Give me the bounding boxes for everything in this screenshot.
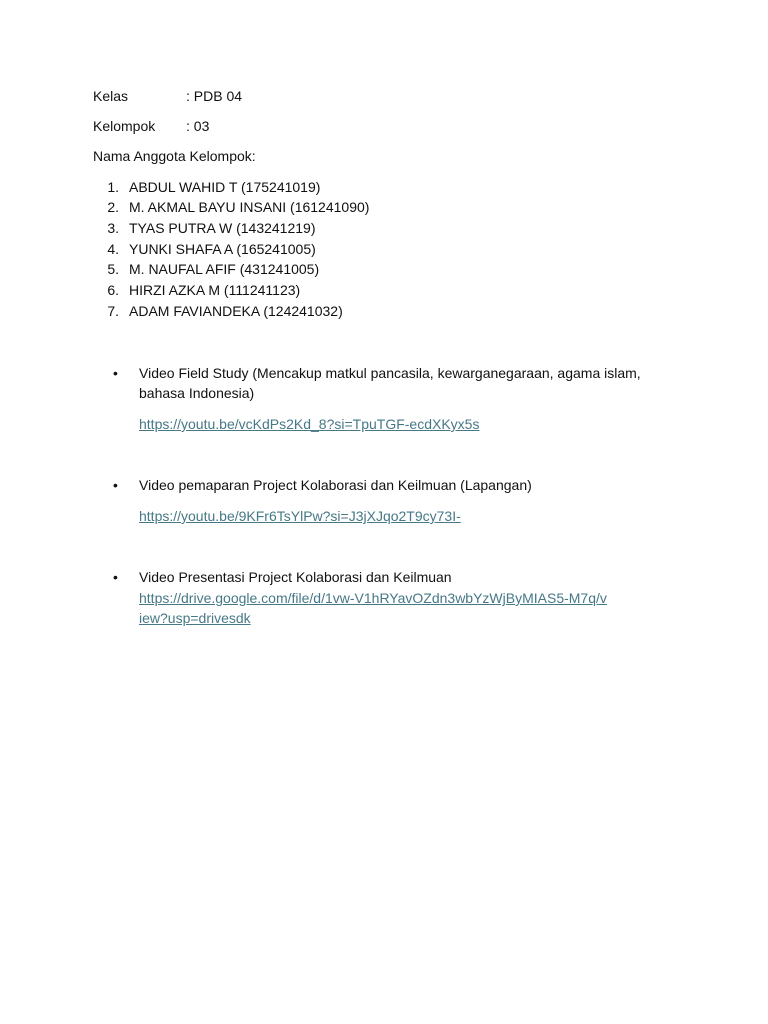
list-number: 1. (107, 179, 119, 195)
video-link[interactable]: https://youtu.be/9KFr6TsYlPw?si=J3jXJqo2T9cy73I- (139, 508, 461, 524)
member-name: ABDUL WAHID T (175241019) (129, 179, 321, 195)
video-title: Video Field Study (Mencakup matkul pancasila, kewarganegaraan, agama islam, bahasa Indonesia) (139, 365, 641, 401)
bullet-icon: • (113, 477, 118, 493)
member-name: HIRZI AZKA M (111241123) (129, 282, 301, 298)
list-number: 5. (107, 261, 119, 277)
list-item (93, 260, 319, 278)
list-number: 3. (107, 220, 119, 236)
list-item (93, 178, 320, 196)
member-name: M. AKMAL BAYU INSANI (161241090) (129, 199, 370, 215)
list-item (93, 281, 300, 299)
list-number: 4. (107, 241, 119, 257)
bullet-icon: • (113, 365, 118, 381)
member-name: TYAS PUTRA W (143241219) (129, 220, 316, 236)
kelompok-label: Kelompok (93, 118, 156, 134)
video-title: Video pemaparan Project Kolaborasi dan Keilmuan (Lapangan) (139, 477, 532, 493)
member-name: YUNKI SHAFA A (165241005) (129, 241, 316, 257)
member-name: M. NAUFAL AFIF (431241005) (129, 261, 320, 277)
list-number: 2. (107, 199, 119, 215)
list-item (93, 240, 316, 258)
kelas-label: Kelas (93, 88, 129, 104)
list-item (93, 302, 343, 320)
kelas-value: : PDB 04 (186, 88, 243, 104)
list-item (93, 198, 369, 216)
list-item (93, 219, 315, 237)
video-link[interactable]: https://drive.google.com/file/d/1vw-V1hRYavOZdn3wbYzWjByMIAS5-M7q/view?usp=drivesdk (139, 590, 607, 626)
kelompok-value: : 03 (186, 118, 210, 134)
anggota-heading: Nama Anggota Kelompok: (93, 148, 256, 164)
kelompok-row (93, 117, 209, 135)
video-title: Video Presentasi Project Kolaborasi dan Keilmuan (139, 569, 452, 585)
list-number: 6. (107, 282, 119, 298)
member-name: ADAM FAVIANDEKA (124241032) (129, 303, 343, 319)
list-number: 7. (107, 303, 119, 319)
kelas-row (93, 87, 242, 105)
bullet-icon: • (113, 569, 118, 585)
video-link[interactable]: https://youtu.be/vcKdPs2Kd_8?si=TpuTGF-ecdXKyx5s (139, 416, 480, 432)
